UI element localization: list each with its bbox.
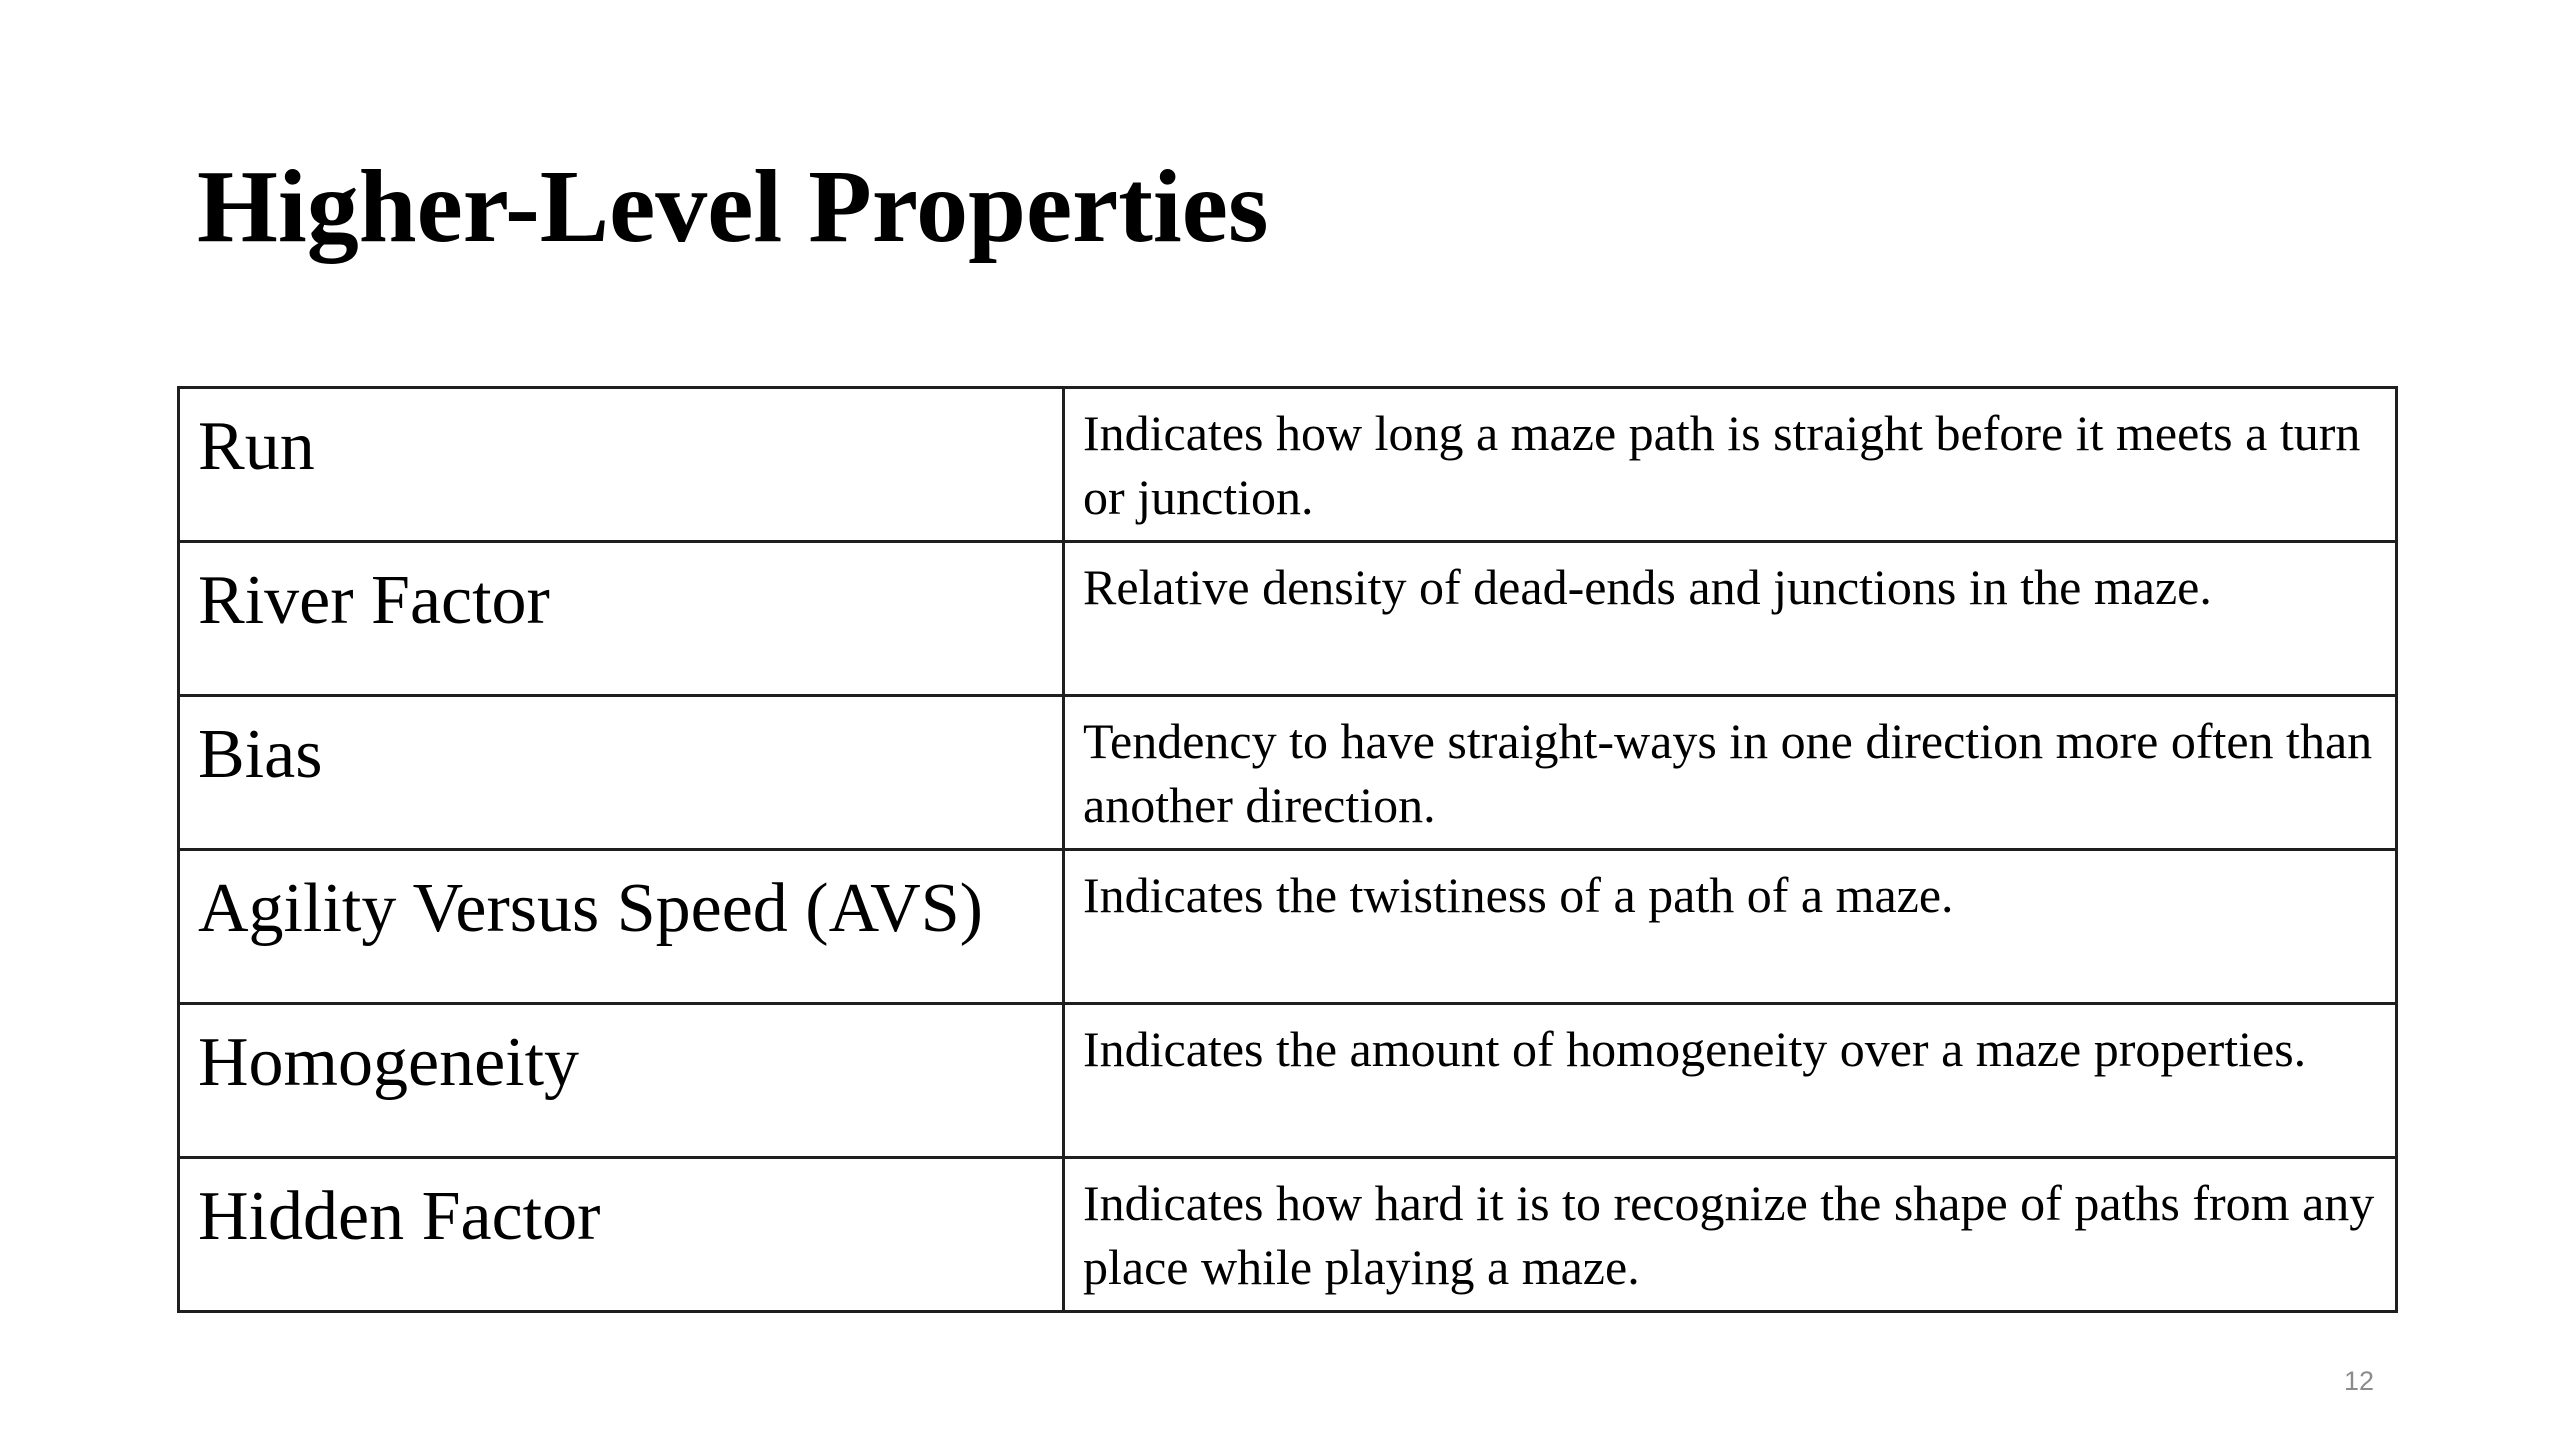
page-number: 12 xyxy=(2343,1366,2374,1396)
property-name: Homogeneity xyxy=(179,1004,1064,1158)
property-description: Indicates how long a maze path is straight before it meets a turn or junction. xyxy=(1064,388,2397,542)
table-row xyxy=(179,696,2397,850)
property-name: Agility Versus Speed (AVS) xyxy=(179,850,1064,1004)
property-description: Relative density of dead-ends and junctions in the maze. xyxy=(1064,542,2397,696)
property-name: Hidden Factor xyxy=(179,1158,1064,1312)
table-row xyxy=(179,1158,2397,1312)
property-description: Tendency to have straight-ways in one direction more often than another direction. xyxy=(1064,696,2397,850)
property-name: Bias xyxy=(179,696,1064,850)
table-row xyxy=(179,388,2397,542)
table-row xyxy=(179,850,2397,1004)
slide-title: Higher-Level Properties xyxy=(197,149,1269,264)
table-row xyxy=(179,542,2397,696)
properties-table xyxy=(177,386,2398,1313)
property-description: Indicates the twistiness of a path of a maze. xyxy=(1064,850,2397,1004)
property-description: Indicates how hard it is to recognize the shape of paths from any place while playing a maze. xyxy=(1064,1158,2397,1312)
property-name: River Factor xyxy=(179,542,1064,696)
property-description: Indicates the amount of homogeneity over a maze properties. xyxy=(1064,1004,2397,1158)
property-name: Run xyxy=(179,388,1064,542)
table-row xyxy=(179,1004,2397,1158)
